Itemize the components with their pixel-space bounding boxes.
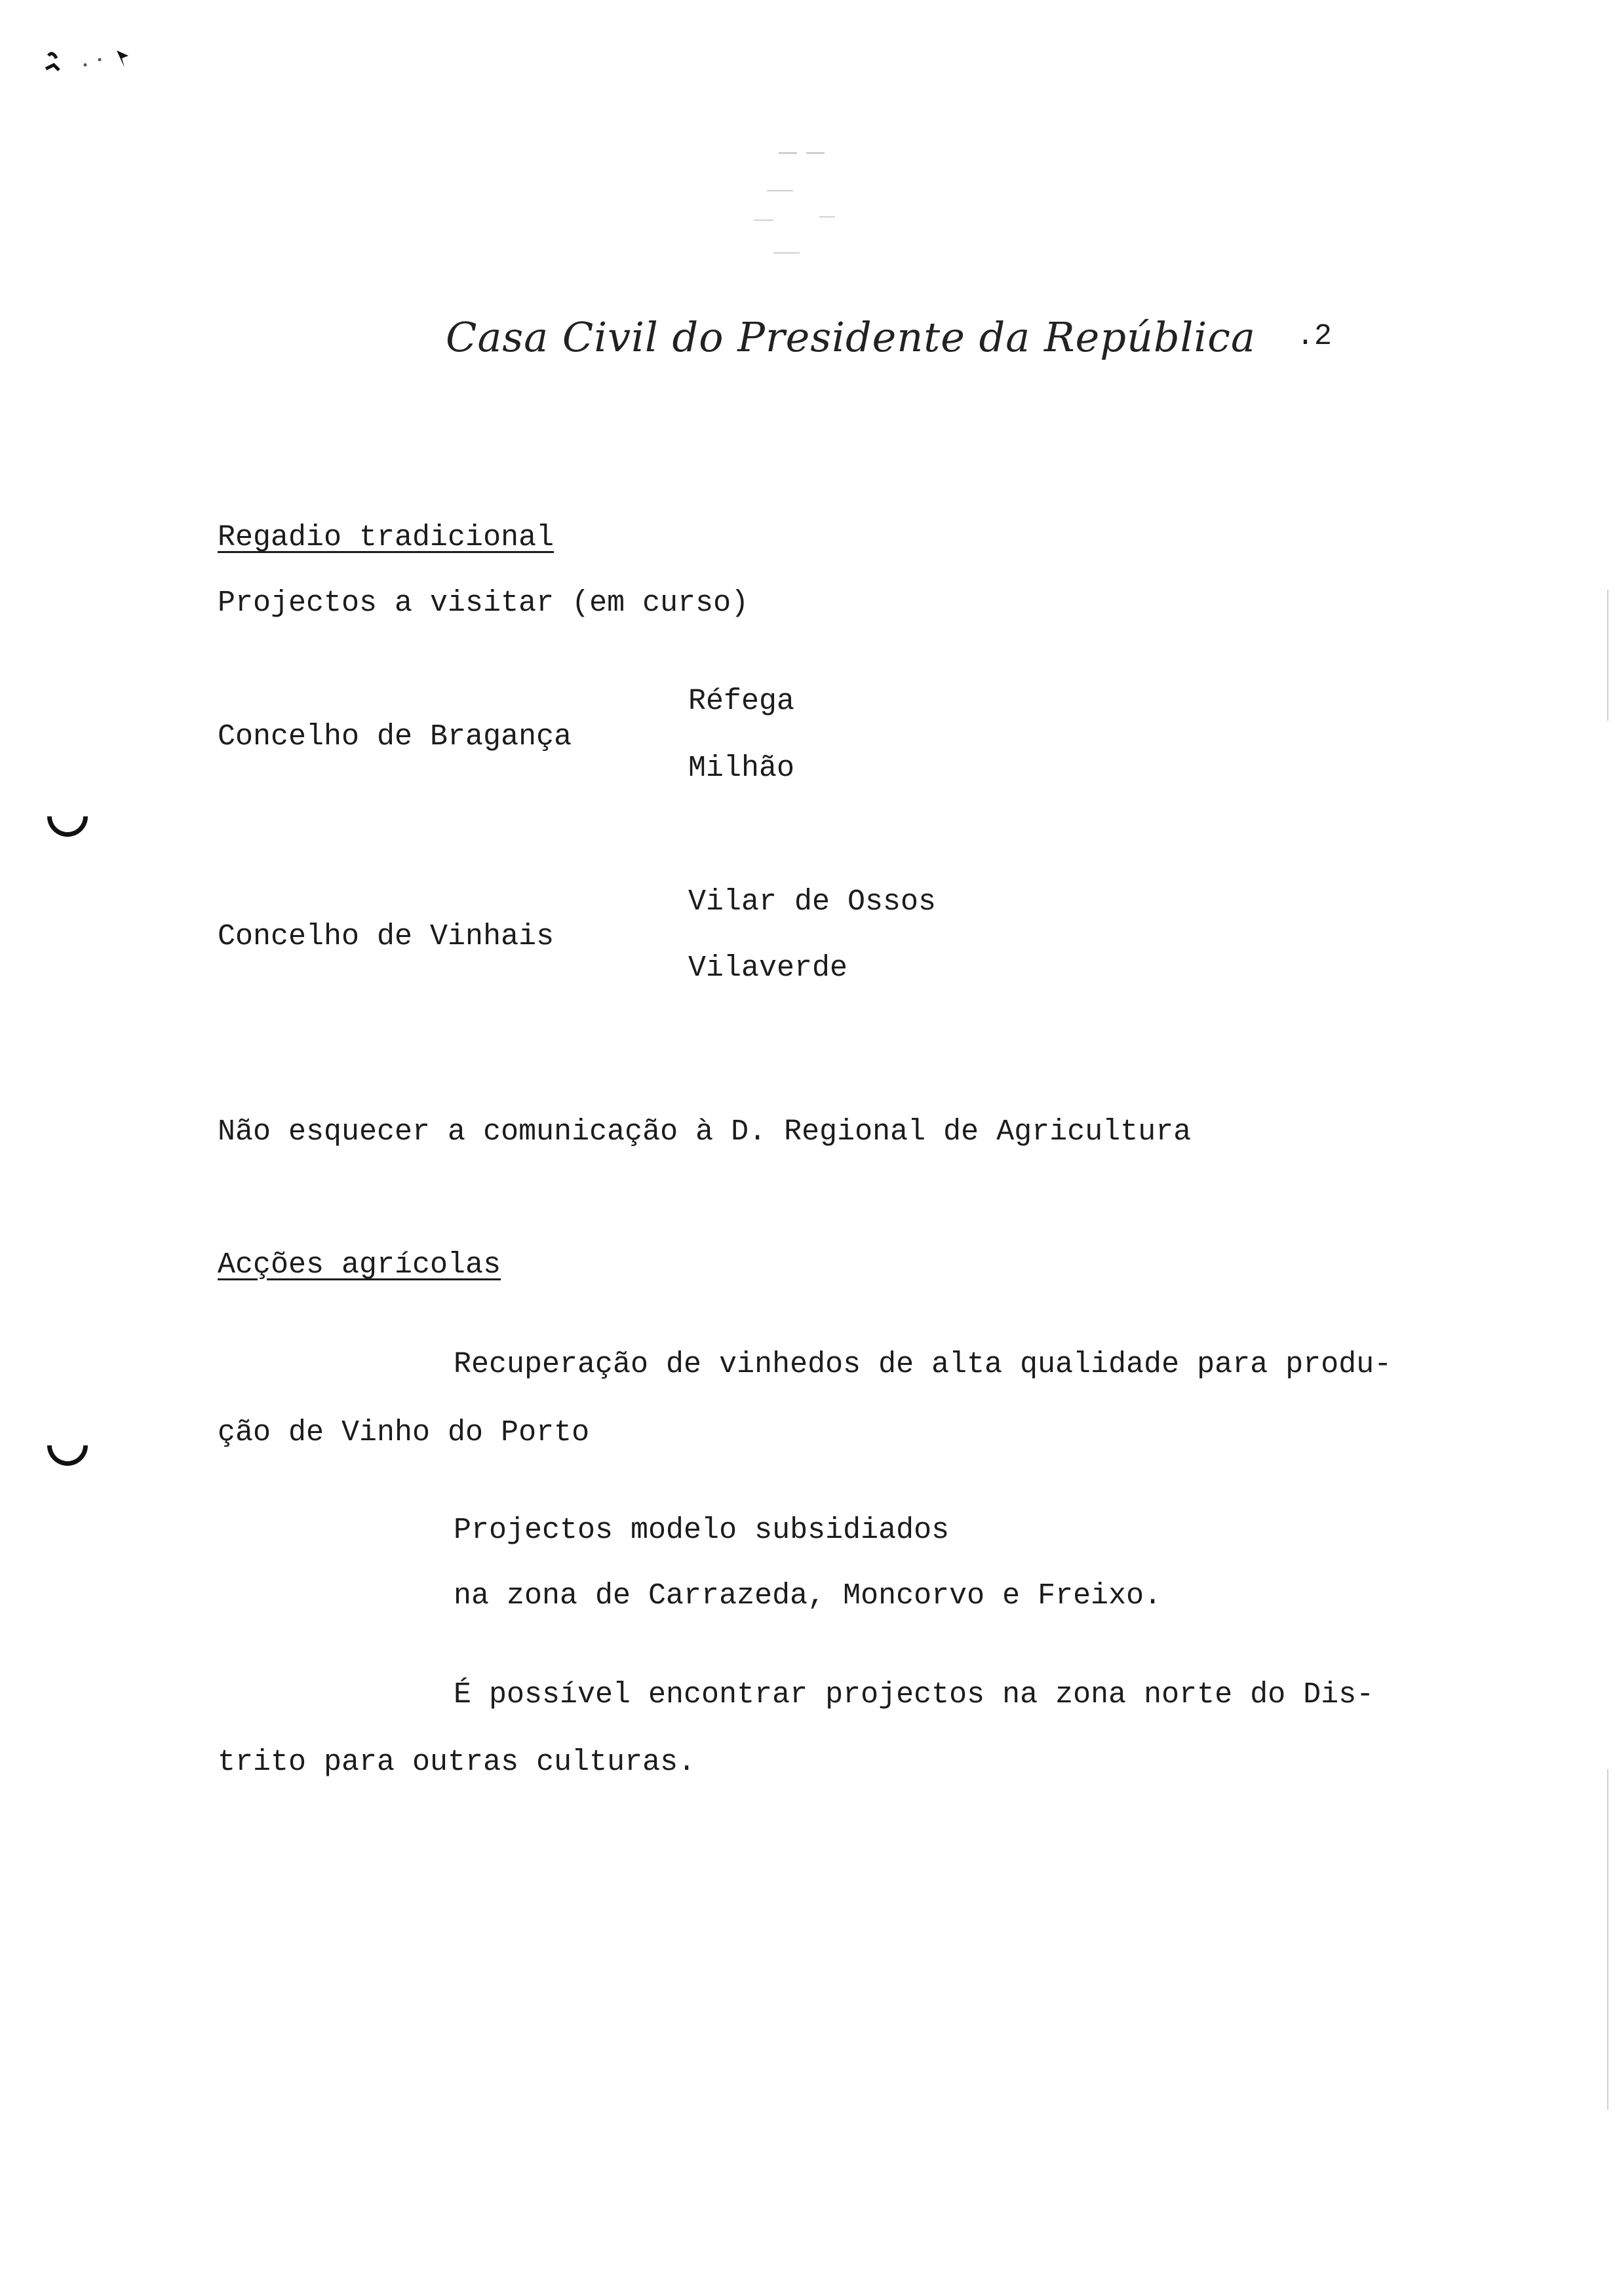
paragraph-line: na zona de Carrazeda, Moncorvo e Freixo. [454, 1579, 1162, 1613]
paragraph-line: ção de Vinho do Porto [218, 1416, 590, 1449]
paragraph-line: É possível encontrar projectos na zona norte do Dis- [454, 1678, 1374, 1712]
section-subheading: Projectos a visitar (em curso) [218, 586, 749, 620]
group-label-braganca: Concelho de Bragança [218, 720, 572, 754]
paragraph-line: Projectos modelo subsidiados [454, 1514, 950, 1547]
letterhead-title: Casa Civil do Presidente da República [446, 313, 1256, 361]
page-number: .2 [1296, 320, 1333, 353]
group-item-vilar-de-ossos: Vilar de Ossos [688, 885, 937, 919]
punch-hole-mark [39, 1417, 96, 1474]
section-heading-accoes: Acções agrícolas [218, 1248, 501, 1282]
note-text: Não esquecer a comunicação à D. Regional de Agricultura [218, 1115, 1192, 1149]
scan-dash-top [806, 152, 825, 154]
scan-dash-top [779, 152, 797, 154]
scan-dash-top [773, 252, 800, 254]
punch-hole-mark [39, 788, 96, 845]
scan-edge-line [1607, 590, 1608, 721]
scan-dash-top [754, 220, 773, 221]
group-item-vilaverde: Vilaverde [688, 951, 848, 985]
section-heading-regadio: Regadio tradicional [218, 521, 555, 554]
group-label-vinhais: Concelho de Vinhais [218, 920, 555, 953]
corner-scribble-mark [39, 36, 144, 88]
paragraph-line: trito para outras culturas. [218, 1746, 696, 1779]
group-item-refega: Réfega [688, 685, 795, 718]
paragraph-line: Recuperação de vinhedos de alta qualidade para produ- [454, 1348, 1392, 1381]
scan-dash-top [819, 216, 835, 218]
group-item-milhao: Milhão [688, 752, 795, 785]
scan-dash-top [767, 190, 793, 191]
scan-edge-line [1607, 1769, 1608, 2110]
